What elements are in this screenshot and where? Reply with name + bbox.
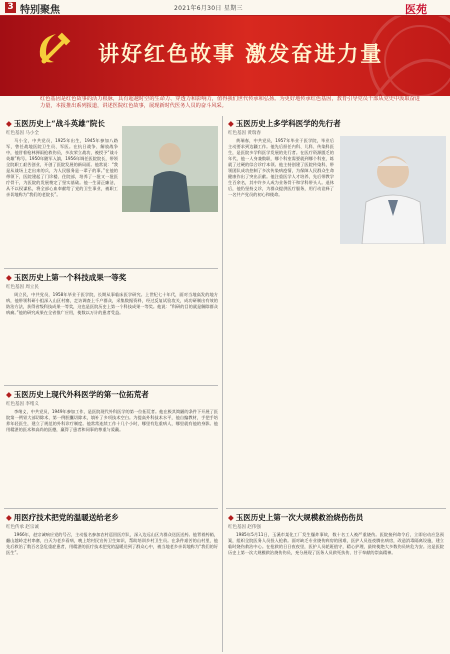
article-title: ◆ 玉医历史上第一个科技成果一等奖 [6, 272, 218, 283]
person-icon [340, 136, 446, 244]
article-title: ◆ 玉医历史上现代外科医学的第一位拓荒者 [6, 389, 218, 400]
article-title: ◆ 玉医历史上“战斗英雄”院长 [6, 118, 118, 129]
dateline: 2021年6月30日 星期三 [174, 5, 243, 12]
article-title: ◆ 玉医历史上多学科医学的先行者 [228, 118, 334, 129]
banner-title: 讲好红色故事 激发奋进力量 [98, 41, 384, 66]
article [6, 272, 218, 316]
masthead-logo: 医苑 [405, 3, 427, 16]
article-title: ◆ 用医疗技术把党的温暖送给老乡 [6, 512, 218, 523]
article-byline: 红色传承 赵宗诚 [6, 525, 39, 530]
portrait-photo [122, 126, 218, 212]
article [6, 389, 218, 433]
article-body: 马小全，中共党员，1925年出生，1945年参加八路军，曾任战地医院卫生员、军医。在抗日战争、解放战争中，他冒着枪林弹雨抢救伤员，多次荣立战功，被授予“战斗英雄”称号。1950年随军入滇，1956年调任医院院长，带领全院职工艰苦创业，开创了医院发展的新局面。他常说：“我是从战场上走出来的兵，为人民服务是一辈子的事。”在他的带领下，医院建起了门诊楼、住院部，培养了一批又一批医疗骨干，为医院的发展奠定了坚实基础。他一生清正廉洁，从不以权谋私，将全部心血奉献给了党的卫生事业，被职工亲切地称为“我们的老院长”。 [6, 138, 118, 197]
article-body: 黄瑞春，中共党员，1957年毕业于医学院，毕业后主动要求到边疆工作。他先后担任内科、儿科、传染科医生，是医院多学科医学发展的先行者。在医疗资源匮乏的年代，他一人身兼数职，哪个科室需要就到哪个科室，练就了过硬的综合诊疗本领。他主持创建了医院传染科，带领团队成功控制了多次传染病疫情，为保障人民群众生命健康作出了突出贡献。他注重医学人才培养，先后带教学生百余名，其中许多人成为业务骨干和学科带头人。退休后，他仍坚持义诊，为群众提供医疗服务，用行动诠释了一名共产党员的初心和使命。 [228, 138, 334, 197]
section-divider [4, 508, 218, 509]
article-body: 1966年，赵宗诚响应党的号召，主动报名参加农村巡回医疗队，深入边远山区为群众送医送药。他背着药箱，翻山越岭走村串寨，白天为老乡看病，晚上给村民宣传卫生知识，帮助培训乡村卫生员。在条件艰苦的山村里，他先后救治了数百名急危重症患者，用精湛的医疗技术把党的温暖送到了群众心中，被当地老乡亲切地称为“我们的好医生”。 [6, 532, 218, 555]
article [6, 118, 118, 198]
section-title: 特别聚焦 [20, 5, 60, 16]
article [228, 118, 341, 198]
article-body: 李绪义，中共党员，1949年参加工作，是医院现代外科医学的第一位拓荒者。他在极其简陋的条件下开展了医院第一例胃大部切除术、第一例胆囊切除术，填补了多项技术空白。为提高外科技术水平，他自编教材，手把手培养年轻医生，建立了规范的外科诊疗制度。他常常连续工作十几个小时，哪里有危重病人，哪里就有他的身影。他用精湛的医术和高尚的医德，赢得了患者和同事的尊重与爱戴。 [6, 409, 218, 432]
page-number: 3 [5, 2, 16, 13]
section-divider [4, 268, 218, 269]
article-byline: 红色基因 周立民 [6, 285, 39, 290]
article-byline: 红色基因 赵伟强 [228, 525, 261, 530]
hammer-sickle-icon [32, 26, 76, 70]
person-icon [122, 126, 218, 212]
red-banner [0, 16, 450, 96]
section-divider [226, 508, 446, 509]
section-divider [4, 385, 218, 386]
page-header [0, 0, 450, 16]
article-byline: 红色基因 黄瑞春 [228, 131, 261, 136]
intro-paragraph: 红色基因是红色故事的活力根脉，具有超越时空的生命力、穿透力和影响力，值得我们世代传承和弘扬。为更好地传承红色基因，教育引导党员干部从党史中汲取奋进力量，本报推出系列报道，讲述医院红色故事，展现新时代医务人员的奋斗风采。 [40, 96, 420, 109]
article-title: ◆ 玉医历史上第一次大规模救治烧伤伤员 [228, 512, 444, 523]
column-divider [222, 116, 223, 652]
article [228, 512, 444, 556]
portrait-photo [340, 136, 446, 244]
article [6, 512, 218, 556]
article-body: 周立民，中共党员，1958年毕业于医学院，长期从事临床医学研究。上世纪七十年代，面对当地高发的地方病，他带领科研小组深入山区村寨，走访调查上千户群众，采集数据资料，经过反复试验攻关，成功研制出有效的防治方法，获得省级科技成果一等奖，这也是医院历史上第一个科技成果一等奖。他说：“科研的目的就是解除群众病痛。”他的研究成果在全省推广应用，使数以万计的患者受益。 [6, 292, 218, 315]
article-byline: 红色基因 马小全 [6, 131, 39, 136]
article-byline: 红色基因 李绪义 [6, 402, 39, 407]
article-body: 1985年5月11日，玉溪市某化工厂发生爆炸事故，数十名工人被严重烧伤。医院接到命令后，立即启动应急预案，组织全院医务人员投入抢救。面对缺乏专业烧伤病房的困难，医护人员连夜腾出病房，改造消毒隔离设施，建立临时烧伤救治中心。在抢救的日日夜夜里，医护人员轮班值守，精心护理，最终使绝大多数伤员转危为安。这是医院历史上第一次大规模救治烧伤伤员，充分展现了医务人员救死扶伤、甘于奉献的崇高精神。 [228, 532, 444, 555]
